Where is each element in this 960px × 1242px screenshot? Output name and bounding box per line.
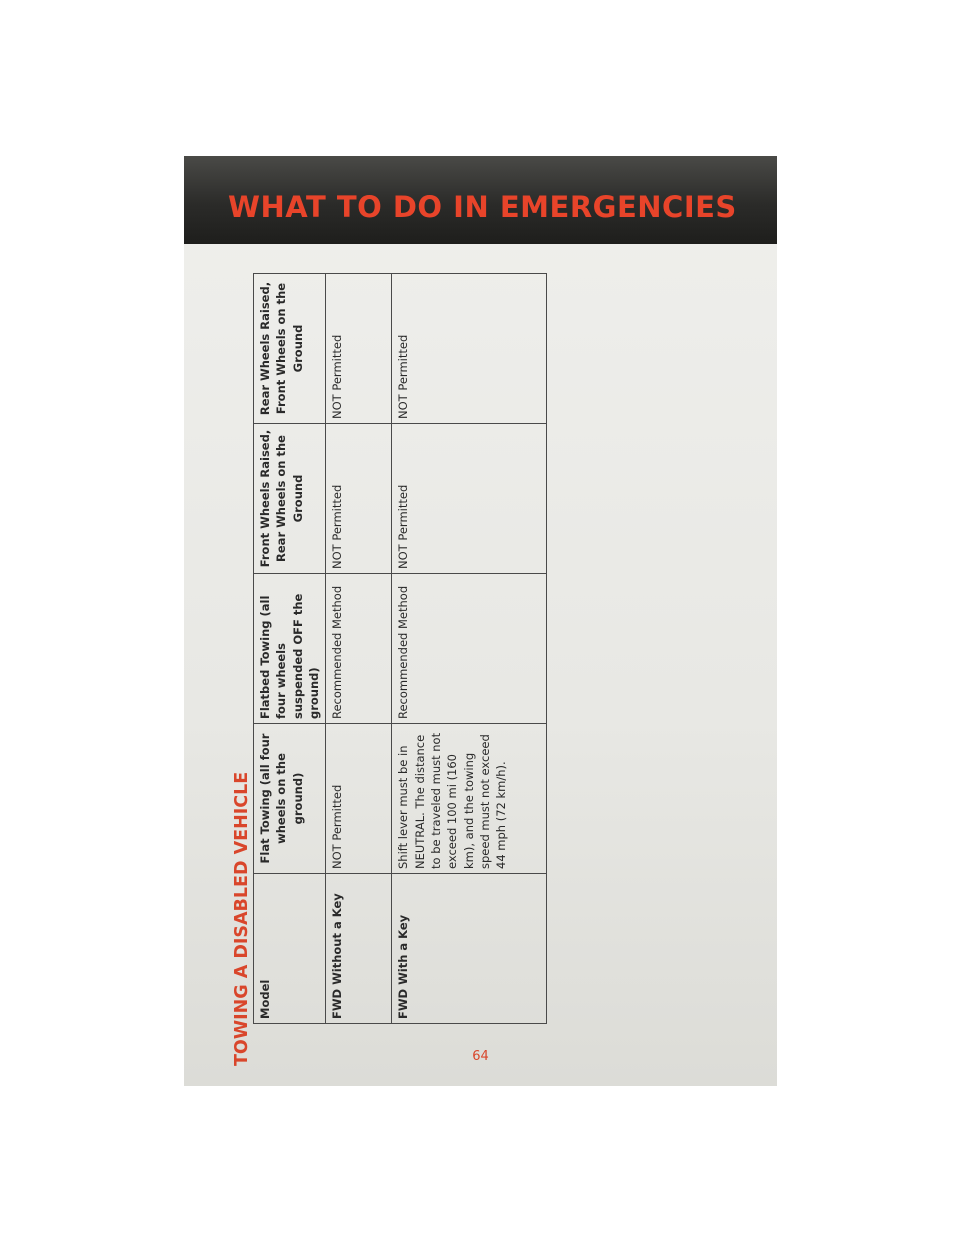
towing-table: [253, 273, 547, 1024]
row-rear-wheels-raised: NOT Permitted: [392, 274, 547, 424]
chapter-header: [184, 156, 777, 244]
row-rear-wheels-raised: NOT Permitted: [326, 274, 392, 424]
chapter-title: WHAT TO DO IN EMERGENCIES: [228, 190, 737, 224]
row-front-wheels-raised: NOT Permitted: [326, 424, 392, 574]
towing-table-wrapper: [253, 274, 540, 1024]
row-flat-towing: Shift lever must be in NEUTRAL. The distance to be traveled must not exceed 100 mi (160 km), and the towing speed must not exceed 44 mph (72 km/h).: [392, 724, 547, 874]
row-flatbed-towing: Recommended Method: [392, 574, 547, 724]
row-front-wheels-raised: NOT Permitted: [392, 424, 547, 574]
row-flat-towing: NOT Permitted: [326, 724, 392, 874]
column-header-rear-wheels-raised: Rear Wheels Raised, Front Wheels on the Ground: [254, 274, 326, 424]
table-row: [326, 274, 392, 1024]
row-flatbed-towing: Recommended Method: [326, 574, 392, 724]
row-model: FWD With a Key: [392, 874, 547, 1024]
column-header-front-wheels-raised: Front Wheels Raised, Rear Wheels on the Ground: [254, 424, 326, 574]
table-header-row: [254, 274, 326, 1024]
table-row: [392, 274, 547, 1024]
column-header-flat-towing: Flat Towing (all four wheels on the ground): [254, 724, 326, 874]
column-header-flatbed-towing: Flatbed Towing (all four wheels suspended OFF the ground): [254, 574, 326, 724]
column-header-model: Model: [254, 874, 326, 1024]
section-title: TOWING A DISABLED VEHICLE: [232, 771, 252, 1066]
row-model: FWD Without a Key: [326, 874, 392, 1024]
page-number: 64: [472, 1049, 489, 1064]
